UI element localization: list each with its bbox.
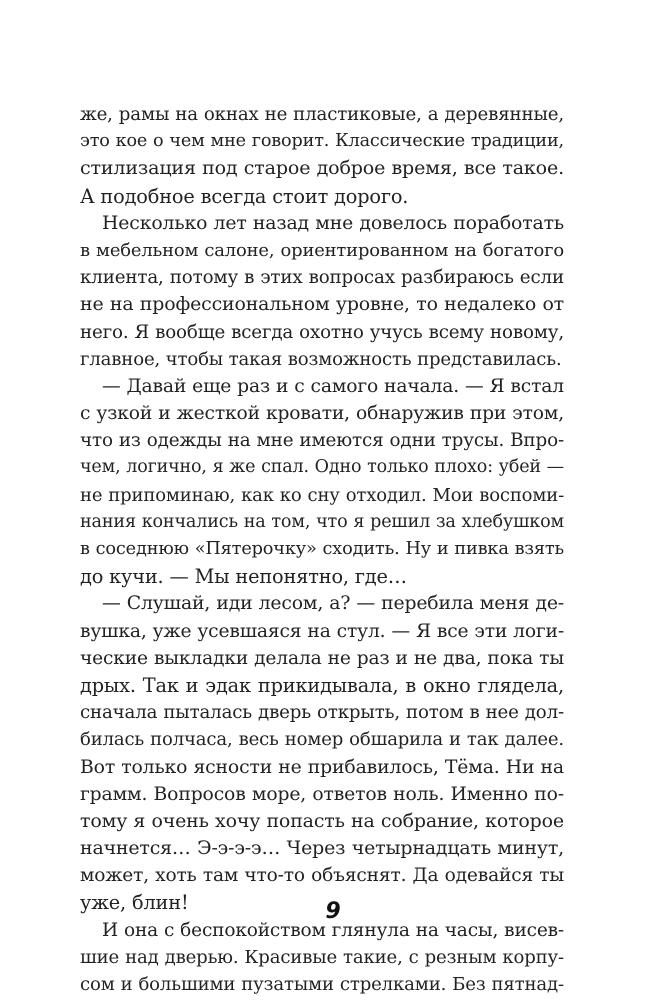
text-line: нания кончались на том, что я решил за хлебушком — [80, 511, 564, 532]
text-line: до кучи. — Мы непонятно, где… — [80, 565, 407, 589]
paragraph — [80, 917, 564, 999]
paragraph — [80, 210, 564, 373]
text-line: с узкой и жесткой кровати, обнаружив при этом, — [80, 403, 564, 425]
text-line: Вот только ясности не прибавилось, Тёма. Ни на — [80, 756, 564, 778]
text-line: билась полчаса, весь номер обшарила и так далее. — [80, 729, 564, 751]
text-line: сом и большими пузатыми стрелками. Без пятнад- — [80, 974, 564, 995]
page-number: 9 — [325, 899, 341, 924]
text-line: же, рамы на окнах не пластиковые, а деревянные, — [80, 104, 564, 125]
text-line: А подобное всегда стоит дорого. — [80, 184, 409, 208]
text-line: — Давай еще раз и с самого начала. — Я встал — [102, 375, 564, 397]
text-line: ческие выкладки делала не раз и не два, пока ты — [80, 647, 564, 669]
text-line: Несколько лет назад мне довелось поработать — [102, 212, 564, 234]
text-line: что из одежды на мне имеются одни трусы. Впро- — [80, 430, 564, 452]
text-line: не припоминаю, как ко сну отходил. Мои воспоми- — [80, 484, 564, 506]
paragraph — [80, 101, 564, 210]
text-line: шие над дверью. Красивые такие, с резным корпу- — [80, 946, 564, 968]
text-line: может, хоть там что-то объяснят. Да одевайся ты — [80, 865, 564, 887]
text-line: стилизация под старое доброе время, все такое. — [80, 157, 564, 180]
text-line: уже, блин! — [80, 891, 189, 915]
text-line: грамм. Вопросов море, ответов ноль. Именно по- — [80, 783, 564, 805]
text-line: это кое о чем мне говорит. Классические традиции, — [80, 131, 564, 152]
text-line: тому я очень хочу попасть на собрание, которое — [80, 809, 564, 832]
page-text — [80, 101, 564, 998]
text-line: в мебельном салоне, ориентированном на богатого — [80, 239, 564, 261]
text-line: начнется… Э-э-э-э… Через четырнадцать минут, — [80, 837, 564, 860]
text-line: чем, логично, я же спал. Одно только плохо: убей — — [80, 457, 564, 478]
text-line: главное, чтобы такая возможность представилась. — [80, 348, 562, 370]
text-line: И она с беспокойством глянула на часы, висев- — [102, 919, 564, 941]
text-line: сначала пыталась дверь открыть, потом в нее дол- — [80, 702, 564, 724]
text-line: него. Я вообще всегда охотно учусь всему новому, — [80, 321, 564, 343]
text-line: в соседнюю «Пятерочку» сходить. Ну и пивка взять — [80, 539, 564, 559]
paragraph — [80, 373, 564, 591]
text-line: клиента, потому в этих вопросах разбираюсь если — [80, 267, 564, 289]
paragraph — [80, 590, 564, 916]
text-line: — Слушай, иди лесом, а? — перебила меня де- — [102, 593, 564, 615]
text-line: не на профессиональном уровне, то недалеко от — [80, 293, 564, 316]
text-line: вушка, уже усевшаяся на стул. — Я все эти логи- — [80, 620, 564, 642]
text-line: дрых. Так и эдак прикидывала, в окно глядела, — [80, 673, 564, 697]
